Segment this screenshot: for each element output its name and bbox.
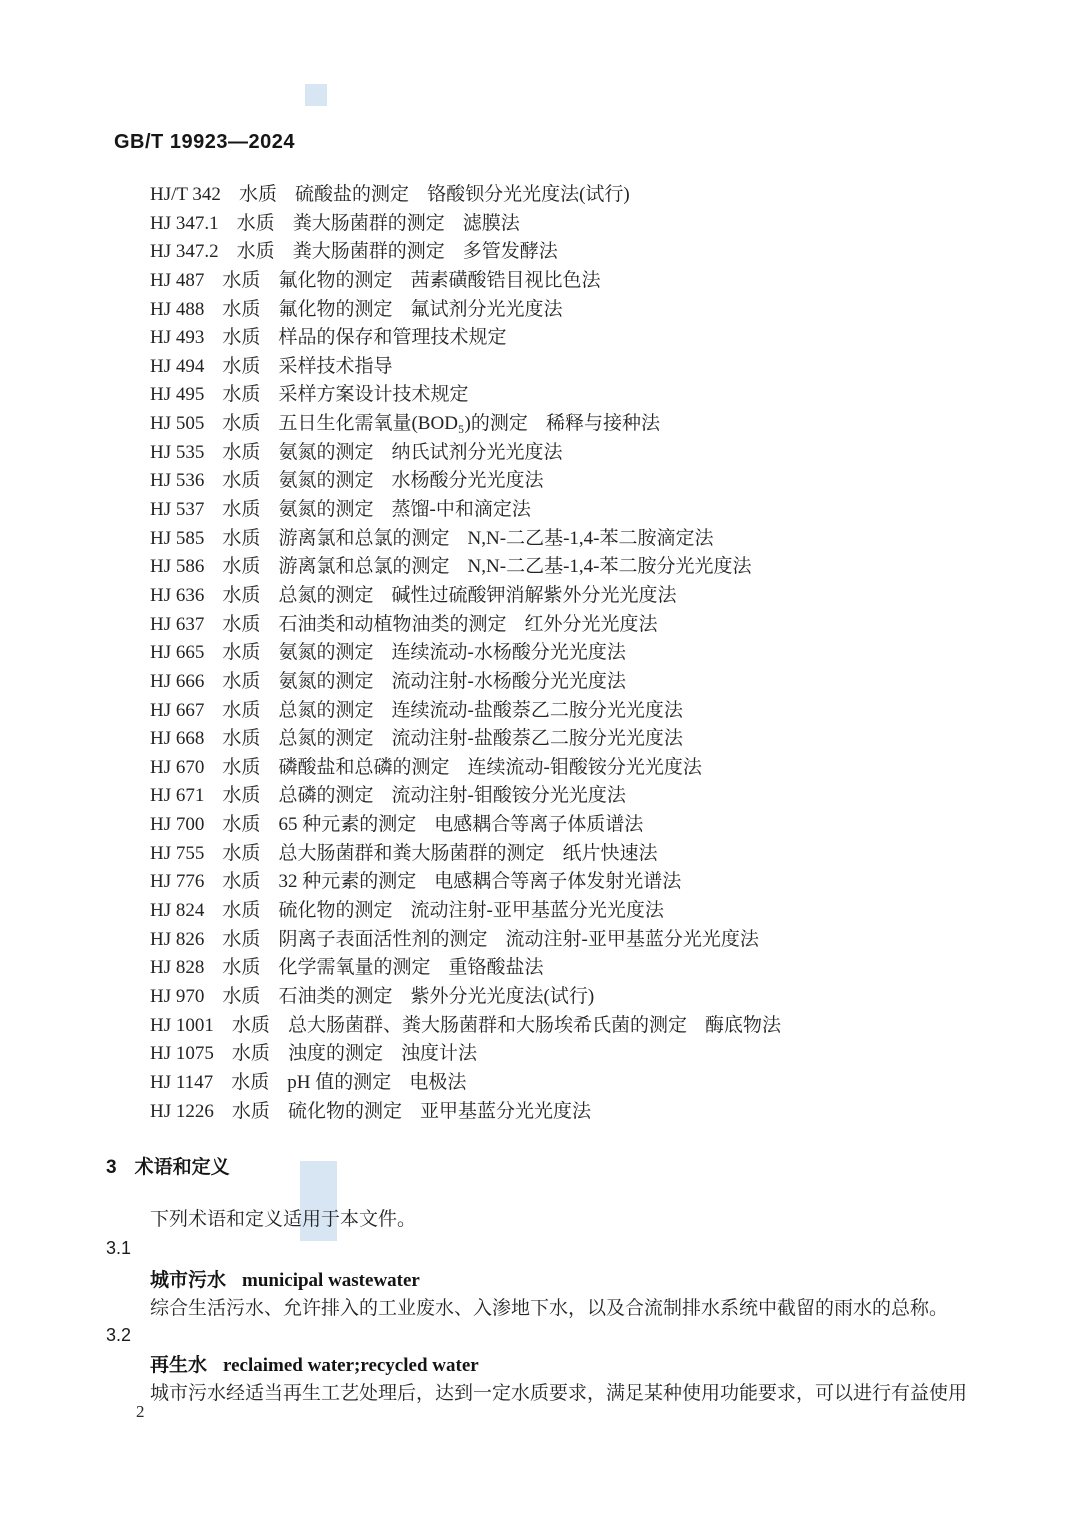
standard-row	[150, 926, 781, 955]
standard-segment: 水质	[222, 441, 261, 463]
standard-segment: 滤膜法	[462, 212, 520, 234]
standard-segment: 水质	[222, 584, 261, 606]
standard-segment: 水质	[222, 413, 261, 435]
standard-segment: 氟化物的测定	[278, 269, 393, 291]
standard-row	[150, 353, 781, 382]
standard-row	[150, 754, 781, 783]
standard-code: HJ 1147	[150, 1071, 214, 1093]
standard-row	[150, 611, 781, 640]
standards-list	[150, 181, 781, 1126]
standard-segment: 总氮的测定	[278, 728, 374, 750]
standard-segment: 水质	[236, 212, 275, 234]
standard-segment: 红外分光光度法	[524, 613, 658, 635]
term-definition-municipal-wastewater: 综合生活污水、允许排入的工业废水、入渗地下水，以及合流制排水系统中截留的雨水的总称。	[150, 1298, 949, 1319]
standard-segment: 茜素磺酸锆目视比色法	[410, 269, 601, 291]
standard-row	[150, 1098, 781, 1127]
standard-segment: 硫化物的测定	[278, 900, 393, 922]
term-zh-label: 城市污水	[150, 1270, 227, 1291]
standard-row	[150, 439, 781, 468]
standard-row	[150, 210, 781, 239]
standard-segment: 铬酸钡分光光度法(试行)	[427, 184, 630, 205]
standard-segment: 水质	[222, 642, 261, 664]
term-zh-label: 再生水	[150, 1355, 208, 1376]
standard-segment: 氨氮的测定	[278, 642, 374, 664]
standard-code: HJ 1226	[150, 1100, 214, 1122]
standard-segment: N,N-二乙基-1,4-苯二胺分光光度法	[467, 556, 752, 578]
standard-code: HJ 700	[150, 814, 205, 836]
standard-segment: 总磷的测定	[278, 785, 374, 807]
standard-segment: 采样技术指导	[278, 355, 393, 377]
standard-code: HJ 347.2	[150, 241, 219, 263]
standard-row	[150, 410, 781, 439]
terms-intro: 下列术语和定义适用于本文件。	[150, 1209, 417, 1230]
standard-segment: 32 种元素的测定	[278, 871, 417, 893]
standard-segment: 水质	[231, 1014, 270, 1036]
standard-row	[150, 983, 781, 1012]
standard-segment: 酶底物法	[705, 1014, 782, 1036]
standard-row	[150, 1012, 781, 1041]
standard-row	[150, 782, 781, 811]
standard-segment: 水质	[222, 298, 261, 320]
standard-row	[150, 181, 781, 210]
standard-code: HJ 970	[150, 985, 205, 1007]
standard-segment: 石油类的测定	[278, 985, 393, 1007]
standard-segment: 水质	[222, 556, 261, 578]
standard-row	[150, 467, 781, 496]
standard-row	[150, 840, 781, 869]
term-en-label: municipal wastewater	[242, 1270, 420, 1291]
standard-code: HJ 776	[150, 871, 205, 893]
standard-segment: 水质	[222, 814, 261, 836]
standard-code: HJ 826	[150, 928, 205, 950]
standard-segment: 粪大肠菌群的测定	[292, 241, 445, 263]
standard-code: HJ 665	[150, 642, 205, 664]
standard-number-header: GB/T 19923—2024	[114, 131, 295, 153]
standard-row	[150, 238, 781, 267]
standard-code: HJ 1001	[150, 1014, 214, 1036]
standard-segment: 硫酸盐的测定	[295, 184, 410, 205]
standard-segment: 总大肠菌群和粪大肠菌群的测定	[278, 842, 545, 864]
standard-row	[150, 697, 781, 726]
standard-code: HJ 487	[150, 269, 205, 291]
standard-segment: 石油类和动植物油类的测定	[278, 613, 507, 635]
standard-segment: 水质	[231, 1100, 270, 1122]
standard-row	[150, 324, 781, 353]
standard-segment: 流动注射-水杨酸分光光度法	[391, 670, 626, 692]
standard-code: HJ 755	[150, 842, 205, 864]
standard-segment: 流动注射-盐酸萘乙二胺分光光度法	[391, 728, 683, 750]
standard-segment: 水质	[222, 871, 261, 893]
standard-row	[150, 1069, 781, 1098]
standard-segment: 碱性过硫酸钾消解紫外分光光度法	[391, 584, 677, 606]
section-title: 术语和定义	[134, 1157, 230, 1178]
term-definition-reclaimed-water: 城市污水经适当再生工艺处理后，达到一定水质要求，满足某种使用功能要求，可以进行有益使用	[150, 1383, 968, 1404]
page-number: 2	[136, 1402, 145, 1421]
standard-segment: 氨氮的测定	[278, 441, 374, 463]
standard-segment: 水质	[222, 699, 261, 721]
standard-segment: 水质	[222, 985, 261, 1007]
standard-segment: 蒸馏-中和滴定法	[391, 499, 531, 521]
standard-segment: 流动注射-钼酸铵分光光度法	[391, 785, 626, 807]
standard-segment: 水质	[222, 756, 261, 778]
standard-code: HJ 493	[150, 327, 205, 349]
standard-segment: 总氮的测定	[278, 699, 374, 721]
standard-segment: 水质	[222, 785, 261, 807]
standard-row	[150, 1040, 781, 1069]
standard-segment: 连续流动-钼酸铵分光光度法	[467, 756, 702, 778]
standard-segment: 水质	[222, 900, 261, 922]
standard-segment: 五日生化需氧量(BOD₅)的测定	[278, 413, 528, 435]
standard-segment: 化学需氧量的测定	[278, 957, 431, 979]
standard-code: HJ 1075	[150, 1043, 214, 1065]
standard-segment: 氨氮的测定	[278, 670, 374, 692]
standard-code: HJ 505	[150, 413, 205, 435]
standard-row	[150, 668, 781, 697]
standard-segment: 流动注射-亚甲基蓝分光光度法	[505, 928, 759, 950]
standard-segment: 重铬酸盐法	[448, 957, 544, 979]
standard-code: HJ 585	[150, 527, 205, 549]
standard-code: HJ 536	[150, 470, 205, 492]
standard-code: HJ 637	[150, 613, 205, 635]
standard-segment: 采样方案设计技术规定	[278, 384, 469, 406]
standard-segment: 水质	[222, 957, 261, 979]
standard-row	[150, 897, 781, 926]
standard-segment: 水质	[222, 928, 261, 950]
standard-segment: 65 种元素的测定	[278, 814, 417, 836]
standard-segment: 硫化物的测定	[287, 1100, 402, 1122]
standard-row	[150, 811, 781, 840]
standard-code: HJ 347.1	[150, 212, 219, 234]
standard-segment: 磷酸盐和总磷的测定	[278, 756, 450, 778]
standard-segment: 水质	[222, 613, 261, 635]
standard-segment: 水质	[222, 670, 261, 692]
standard-segment: 纸片快速法	[562, 842, 658, 864]
standard-segment: 水质	[222, 728, 261, 750]
standard-code: HJ 668	[150, 728, 205, 750]
standard-code: HJ 535	[150, 441, 205, 463]
standard-row	[150, 296, 781, 325]
standard-segment: 阴离子表面活性剂的测定	[278, 928, 488, 950]
standard-code: HJ 495	[150, 384, 205, 406]
section-number: 3	[106, 1157, 117, 1178]
standard-segment: 稀释与接种法	[545, 413, 660, 435]
standard-row	[150, 267, 781, 296]
standard-segment: 水质	[222, 384, 261, 406]
standard-segment: 氨氮的测定	[278, 499, 374, 521]
standard-segment: 水质	[236, 241, 275, 263]
standard-row	[150, 525, 781, 554]
standard-segment: 氨氮的测定	[278, 470, 374, 492]
term-heading-reclaimed-water	[150, 1350, 479, 1377]
term-heading-municipal-wastewater	[150, 1265, 420, 1292]
standard-segment: 水质	[222, 269, 261, 291]
section-heading	[106, 1152, 230, 1179]
scan-highlight-artifact-top	[305, 84, 327, 106]
standard-segment: 氟化物的测定	[278, 298, 393, 320]
standard-segment: 水质	[238, 184, 277, 205]
standard-code: HJ 488	[150, 298, 205, 320]
standard-row	[150, 954, 781, 983]
standard-segment: 水质	[222, 355, 261, 377]
standard-code: HJ 666	[150, 670, 205, 692]
standard-row	[150, 725, 781, 754]
standard-segment: 样品的保存和管理技术规定	[278, 327, 507, 349]
standard-row	[150, 496, 781, 525]
standard-code: HJ 667	[150, 699, 205, 721]
standard-code: HJ 586	[150, 556, 205, 578]
standard-segment: 总大肠菌群、粪大肠菌群和大肠埃希氏菌的测定	[287, 1014, 687, 1036]
standard-segment: 水质	[231, 1043, 270, 1065]
standard-segment: 连续流动-盐酸萘乙二胺分光光度法	[391, 699, 683, 721]
standard-segment: 纳氏试剂分光光度法	[391, 441, 563, 463]
standard-segment: 电感耦合等离子体发射光谱法	[434, 871, 682, 893]
standard-code: HJ 824	[150, 900, 205, 922]
standard-segment: 多管发酵法	[462, 241, 558, 263]
standard-row	[150, 639, 781, 668]
standard-segment: 水杨酸分光光度法	[391, 470, 544, 492]
standard-segment: 总氮的测定	[278, 584, 374, 606]
standard-segment: 水质	[222, 327, 261, 349]
standard-segment: 水质	[222, 499, 261, 521]
standard-code: HJ 494	[150, 355, 205, 377]
standard-segment: 水质	[222, 842, 261, 864]
standard-row	[150, 553, 781, 582]
clause-number-3-2: 3.2	[106, 1325, 132, 1345]
standard-segment: 亚甲基蓝分光光度法	[420, 1100, 592, 1122]
standard-segment: 水质	[222, 527, 261, 549]
standard-segment: 游离氯和总氯的测定	[278, 556, 450, 578]
term-en-label: reclaimed water;recycled water	[223, 1355, 479, 1376]
standard-segment: 连续流动-水杨酸分光光度法	[391, 642, 626, 664]
standard-segment: 浊度计法	[401, 1043, 478, 1065]
standard-code: HJ 828	[150, 957, 205, 979]
standard-row	[150, 582, 781, 611]
standard-segment: 电感耦合等离子体质谱法	[434, 814, 644, 836]
standard-segment: pH 值的测定	[287, 1071, 392, 1093]
standard-code: HJ 537	[150, 499, 205, 521]
standard-segment: N,N-二乙基-1,4-苯二胺滴定法	[467, 527, 714, 549]
standard-segment: 流动注射-亚甲基蓝分光光度法	[410, 900, 664, 922]
standard-segment: 水质	[222, 470, 261, 492]
standard-row	[150, 868, 781, 897]
standard-segment: 电极法	[409, 1071, 467, 1093]
standard-segment: 浊度的测定	[287, 1043, 383, 1065]
standard-segment: 氟试剂分光光度法	[410, 298, 563, 320]
standard-segment: 紫外分光光度法(试行)	[410, 985, 595, 1007]
standard-segment: 水质	[231, 1071, 270, 1093]
standard-code: HJ 670	[150, 756, 205, 778]
standard-code: HJ/T 342	[150, 184, 221, 205]
standard-code: HJ 671	[150, 785, 205, 807]
standard-row	[150, 381, 781, 410]
standard-segment: 粪大肠菌群的测定	[292, 212, 445, 234]
standard-segment: 游离氯和总氯的测定	[278, 527, 450, 549]
clause-number-3-1: 3.1	[106, 1238, 132, 1258]
standard-code: HJ 636	[150, 584, 205, 606]
